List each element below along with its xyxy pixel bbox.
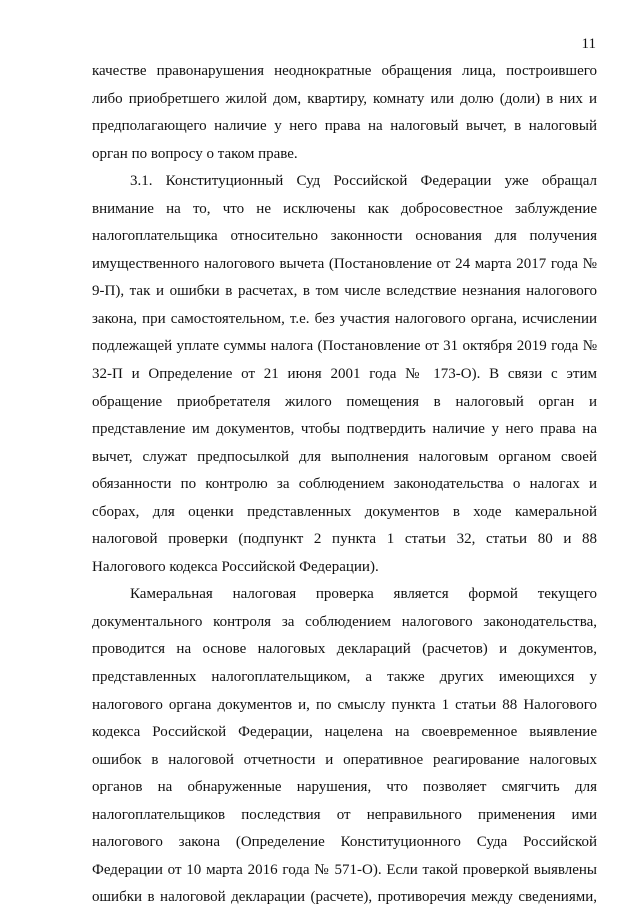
paragraph-section-3-1: 3.1. Конституционный Суд Российской Федерации уже обращал внимание на то, что не исключены как добросовестное заблуждение налогоплательщика относительно законности основания для получения имущественного налогового вычета (Постановление от 24 марта 2017 года № 9-П), так и ошибки в расчетах, в том числе вследствие незнания налогового закона, при самостоятельном, т.е. без участия налогового органа, исчислении подлежащей уплате суммы налога (Постановление от 31 октября 2019 года № 32-П и Определение от 21 июня 2001 года № 173-О). В связи с этим обращение приобретателя жилого помещения в налоговый орган и представление им документов, чтобы подтвердить наличие у него права на вычет, служат предпосылкой для выполнения налоговым органом своей обязанности по контролю за соблюдением законодательства о налогах и сборах, для оценки представленных документов в ходе камеральной налоговой проверки (подпункт 2 пункта 1 статьи 32, статьи 80 и 88 Налогового кодекса Российской Федерации). <box>92 173 597 575</box>
document-body <box>92 58 597 912</box>
paragraph-desk-audit: Камеральная налоговая проверка является формой текущего документального контроля за соблюдением налогового законодательства, проводится на основе налоговых деклараций (расчетов) и документов, представленных налогоплательщиком, а также других имеющихся у налогового органа документов и, по смыслу пункта 1 статьи 88 Налогового кодекса Российской Федерации, нацелена на своевременное выявление ошибок в налоговой отчетности и оперативное реагирование налоговых органов на обнаруженные нарушения, что позволяет смягчить для налогоплательщиков последствия от неправильного применения ими налогового закона (Определение Конституционного Суда Российской Федерации от 10 марта 2016 года № 571-О). Если такой проверкой выявлены ошибки в налоговой декларации (расчете), противоречия между сведениями, <box>92 586 597 906</box>
paragraph-continuation: качестве правонарушения неоднократные обращения лица, построившего либо приобретшего жилой дом, квартиру, комнату или долю (доли) в них и предполагающего наличие у него права на налоговый вычет, в налоговый орган по вопросу о таком праве. <box>92 63 597 162</box>
page-number: 11 <box>581 36 596 52</box>
